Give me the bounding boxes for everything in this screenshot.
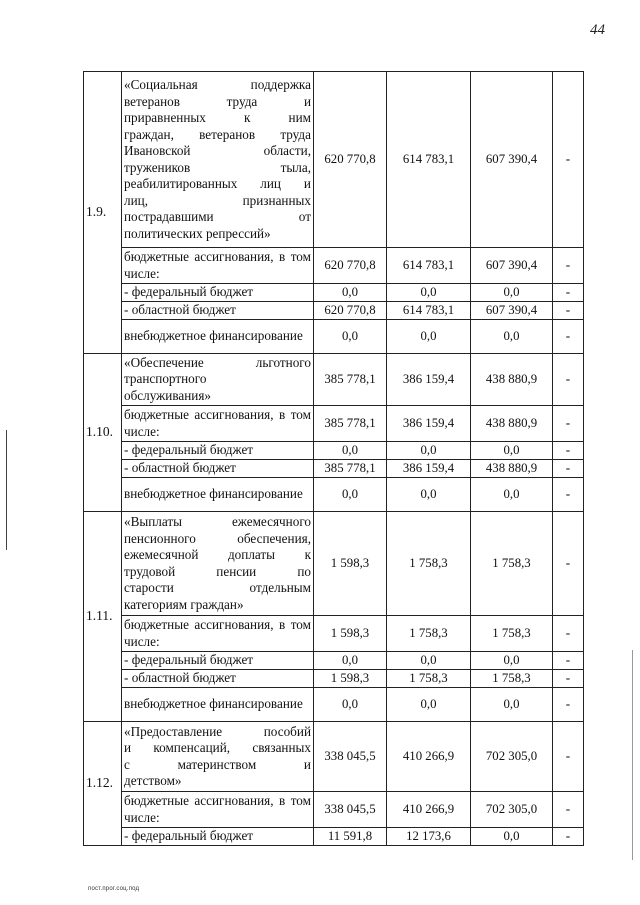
budget-row [84,688,584,722]
budget-row-label: - федеральный бюджет [122,828,314,846]
value-cell: 1 758,3 [471,670,553,688]
section-title-row [84,512,584,616]
value-cell: 1 758,3 [471,616,553,652]
value-cell: 607 390,4 [471,248,553,284]
budget-row [84,284,584,302]
value-cell: 385 778,1 [314,460,387,478]
value-cell: 614 783,1 [387,72,471,248]
value-cell: 338 045,5 [314,722,387,792]
value-dash: - [553,478,584,512]
value-cell: 1 758,3 [471,512,553,616]
section-title-line: «Предоставление пособий [124,723,311,739]
budget-row [84,652,584,670]
value-cell: 607 390,4 [471,302,553,320]
value-cell: 620 770,8 [314,248,387,284]
value-cell: 0,0 [471,652,553,670]
value-dash: - [553,72,584,248]
value-cell: 438 880,9 [471,354,553,406]
value-cell: 1 598,3 [314,670,387,688]
value-cell: 338 045,5 [314,792,387,828]
value-cell: 386 159,4 [387,460,471,478]
budget-row [84,616,584,652]
budget-row [84,442,584,460]
section-title-line: ежемесячной доплаты к [124,547,311,562]
budget-row-label: внебюджетное финансирование [122,688,314,722]
value-cell: 385 778,1 [314,354,387,406]
section-title-line: старости отдельным [124,580,311,595]
value-cell: 0,0 [314,442,387,460]
section-title-line: пострадавшими от [124,209,311,224]
value-cell: 620 770,8 [314,302,387,320]
value-cell: 1 598,3 [314,616,387,652]
budget-row-label: бюджетные ассигнования, в том числе: [122,792,314,828]
budget-row-label: внебюджетное финансирование [122,320,314,354]
section-title-line: «Обеспечение льготного [124,354,311,370]
value-dash: - [553,320,584,354]
budget-row-label: - областной бюджет [122,670,314,688]
section-title-line: «Выплаты ежемесячного [124,514,311,529]
value-cell: 702 305,0 [471,792,553,828]
value-cell: 702 305,0 [471,722,553,792]
value-cell: 0,0 [387,320,471,354]
section-title-line: лиц, признанных [124,192,311,208]
value-cell: 410 266,9 [387,722,471,792]
section-number: 1.10. [84,354,122,512]
value-cell: 0,0 [471,478,553,512]
budget-row [84,478,584,512]
budget-row-label: - федеральный бюджет [122,652,314,670]
section-title-line: категориям граждан» [124,596,244,612]
value-cell: 0,0 [387,652,471,670]
budget-table [83,71,584,846]
value-cell: 410 266,9 [387,792,471,828]
section-title-line: трудовой пенсии по [124,563,311,579]
value-dash: - [553,354,584,406]
value-dash: - [553,616,584,652]
value-cell: 11 591,8 [314,828,387,846]
value-cell: 0,0 [387,478,471,512]
value-cell: 0,0 [314,284,387,302]
value-cell: 0,0 [471,284,553,302]
value-cell: 0,0 [471,320,553,354]
value-dash: - [553,406,584,442]
value-dash: - [553,828,584,846]
section-title-line: политических репрессий» [124,225,271,241]
value-cell: 0,0 [471,442,553,460]
section-title-line: тружеников тыла, [124,159,311,175]
value-dash: - [553,302,584,320]
budget-row [84,670,584,688]
budget-row-label: бюджетные ассигнования, в том числе: [122,406,314,442]
value-dash: - [553,652,584,670]
section-title [122,354,314,406]
section-title-row [84,722,584,792]
value-dash: - [553,722,584,792]
budget-row [84,406,584,442]
value-cell: 620 770,8 [314,72,387,248]
section-title-line: граждан, ветеранов труда [124,126,311,142]
section-title-line: транспортного [124,371,207,387]
value-cell: 0,0 [471,688,553,722]
value-cell: 438 880,9 [471,406,553,442]
value-cell: 438 880,9 [471,460,553,478]
value-cell: 386 159,4 [387,406,471,442]
budget-row [84,792,584,828]
section-title-line: Ивановской области, [124,143,311,158]
section-title-line: реабилитированных лиц и [124,176,311,191]
budget-row [84,302,584,320]
section-title-line: пенсионного обеспечения, [124,530,311,546]
value-cell: 1 758,3 [387,670,471,688]
section-number: 1.9. [84,72,122,354]
budget-row [84,248,584,284]
budget-row-label: - областной бюджет [122,460,314,478]
value-dash: - [553,688,584,722]
section-number: 1.11. [84,512,122,722]
section-title [122,722,314,792]
budget-row-label: бюджетные ассигнования, в том числе: [122,248,314,284]
section-title-line: с материнством и [124,756,311,772]
budget-row [84,460,584,478]
budget-row [84,828,584,846]
section-title [122,512,314,616]
value-cell: 386 159,4 [387,354,471,406]
budget-row-label: - областной бюджет [122,302,314,320]
value-cell: 0,0 [387,442,471,460]
value-cell: 385 778,1 [314,406,387,442]
value-cell: 0,0 [471,828,553,846]
value-dash: - [553,442,584,460]
footer-filename: пост.прог.соц.под [88,886,140,892]
value-dash: - [553,512,584,616]
value-cell: 12 173,6 [387,828,471,846]
page-number: 44 [590,22,605,38]
section-title-line: детством» [124,773,182,788]
value-dash: - [553,284,584,302]
budget-row-label: бюджетные ассигнования, в том числе: [122,616,314,652]
budget-row-label: внебюджетное финансирование [122,478,314,512]
value-dash: - [553,792,584,828]
value-cell: 0,0 [387,688,471,722]
section-number: 1.12. [84,722,122,846]
value-cell: 1 598,3 [314,512,387,616]
value-cell: 1 758,3 [387,512,471,616]
value-dash: - [553,248,584,284]
value-dash: - [553,670,584,688]
value-cell: 0,0 [314,688,387,722]
value-cell: 0,0 [387,284,471,302]
budget-row-label: - федеральный бюджет [122,284,314,302]
scan-artifact-right-edge [632,650,633,860]
section-title-row [84,72,584,248]
section-title-line: и компенсаций, связанных [124,740,311,755]
section-title-line: «Социальная поддержка [124,77,311,92]
budget-row [84,320,584,354]
budget-row-label: - федеральный бюджет [122,442,314,460]
value-cell: 1 758,3 [387,616,471,652]
value-cell: 614 783,1 [387,302,471,320]
value-cell: 0,0 [314,652,387,670]
value-cell: 614 783,1 [387,248,471,284]
section-title-line: обслуживания» [124,387,212,403]
value-cell: 0,0 [314,478,387,512]
section-title-line: приравненных к ним [124,110,311,125]
section-title-line: ветеранов труда и [124,93,311,109]
section-title-row [84,354,584,406]
value-cell: 607 390,4 [471,72,553,248]
scan-artifact-left-line [6,430,7,550]
value-cell: 0,0 [314,320,387,354]
section-title [122,72,314,248]
value-dash: - [553,460,584,478]
